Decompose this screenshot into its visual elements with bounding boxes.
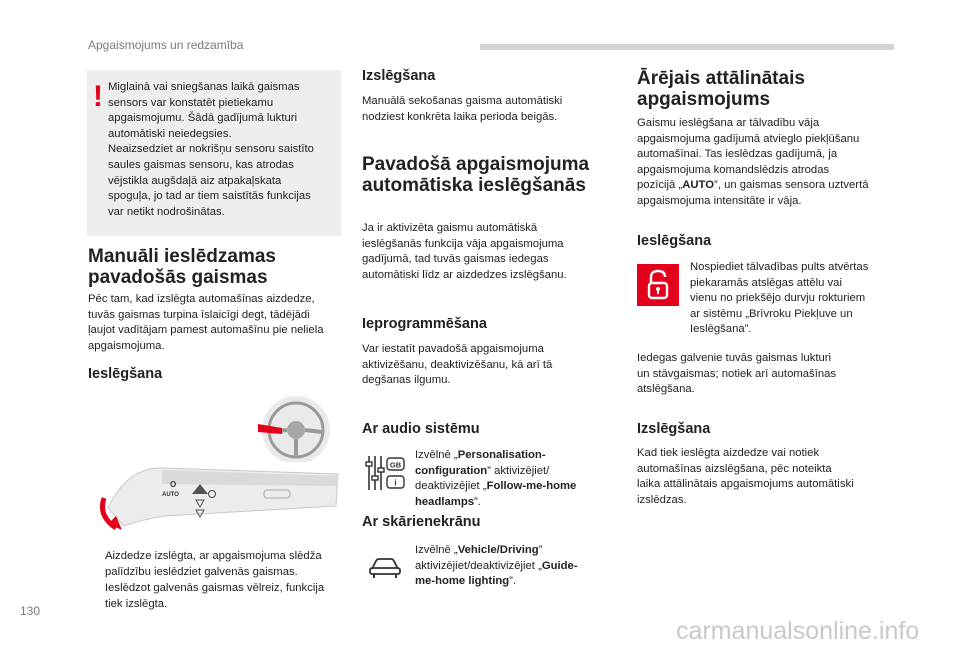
programming-heading: Ieprogrammēšana (362, 316, 487, 332)
manual-follow-me-title: Manuāli ieslēdzamas pavadošās gaismas (88, 246, 276, 288)
remote-lighting-intro: Gaismu ieslēgšana ar tālvadību vāja apgaismojuma gadījumā atvieglo piekļūšanu automašīnai. Tas ieslēdzas gadījumā, ja apgaismojuma komandslēdzis atrodas pozīcijā „AUTO”, un gaismas sensora uztvertā apgaismojuma intensitāte ir vāja. (637, 117, 869, 207)
stalk-off-label: O (170, 480, 177, 489)
lighting-stalk-icon (100, 460, 345, 532)
touchscreen-heading: Ar skārienekrānu (362, 514, 481, 530)
warning-icon: ! (93, 80, 103, 113)
manual-bullet-2: Ieslēdzot galvenās gaismas vēlreiz, funkcija tiek izslēgta. (105, 582, 325, 610)
remote-on-icon-text: Nospiediet tālvadības pults atvērtas piekaramās atslēgas attēlu vai vienu no priekšējo durvju rokturiem ar sistēmu „Brīvroku Piekļuve un Ieslēgšana”. (690, 261, 869, 336)
warning-text: Miglainā vai sniegšanas laikā gaismas sensors var konstatēt pietiekamu apgaismojumu. Šādā gadījumā lukturi automātiski neiedegsies. Neaizsedziet ar nokrišņu sensoru saistīto saules gaismas sensoru, kas atrodas vējstikla augšdaļā aiz atpakaļskata spoguļa, jo tad ar tiem saistītās funkcijas var netikt nodrošinātas. (108, 81, 314, 218)
remote-off-heading: Izslēgšana (637, 421, 711, 437)
touchscreen-text: Izvēlnē „Vehicle/Driving” aktivizējiet/deaktivizējiet „Guide- me-home lighting”. (415, 544, 578, 588)
unlock-button (637, 264, 679, 306)
programming-text: Var iestatīt pavadošā apgaismojuma aktivizēšanu, deaktivizēšanu, kā arī tā degšanas ilgumu. (362, 343, 553, 387)
remote-lighting-title: Ārējais attālinātais apgaismojums (637, 68, 805, 110)
section-title: Apgaismojums un redzamība (88, 38, 244, 52)
watermark: carmanualsonline.info (676, 617, 920, 645)
audio-heading: Ar audio sistēmu (362, 421, 480, 437)
remote-on-heading: Ieslēgšana (637, 233, 712, 249)
audio-settings-icon (364, 454, 406, 494)
stalk-auto-label: AUTO (162, 492, 179, 498)
manual-bullet-1: Aizdedze izslēgta, ar apgaismojuma slēdža palīdzību ieslēdziet galvenās gaismas. (105, 550, 322, 578)
auto-follow-me-text: Ja ir aktivizēta gaismu automātiskā ieslēgšanās funkcija vāja apgaismojuma gadījumā, tad tuvās gaismas iedegas automātiski līdz ar aizdedzes izslēgšanu. (362, 222, 567, 281)
auto-follow-me-title: Pavadošā apgaismojuma automātiska ieslēgšanās (362, 154, 590, 196)
page-number: 130 (20, 604, 41, 618)
manual-off-text: Manuālā sekošanas gaisma automātiski nodziest konkrēta laika perioda beigās. (362, 95, 563, 123)
manual-off-heading: Izslēgšana (362, 68, 436, 84)
unlock-icon (637, 264, 679, 306)
info-badge: i (394, 478, 397, 488)
remote-off-text: Kad tiek ieslēgta aizdedze vai notiek automašīnas aizslēgšana, pēc noteikta laika attālinātais apgaismojums automātiski izslēdzas. (637, 447, 854, 506)
remote-on-text: Iedegas galvenie tuvās gaismas lukturi un stāvgaismas; notiek arī automašīnas atslēgšana. (637, 352, 837, 396)
manual-intro: Pēc tam, kad izslēgta automašīnas aizdedze, tuvās gaismas turpina īslaicīgi degt, tādējādi ļaujot vadītājam pamest automašīnu pie neliela apgaismojuma. (88, 293, 324, 352)
manual-on-heading: Ieslēgšana (88, 366, 163, 382)
vehicle-icon (368, 556, 402, 580)
audio-text: Izvēlnē „Personalisation- configuration” aktivizējiet/ deaktivizējiet „Follow-me-home headlamps”. (415, 449, 577, 508)
language-badge: GB (389, 460, 402, 470)
header-bar (480, 44, 894, 50)
steering-wheel-icon (252, 392, 332, 462)
